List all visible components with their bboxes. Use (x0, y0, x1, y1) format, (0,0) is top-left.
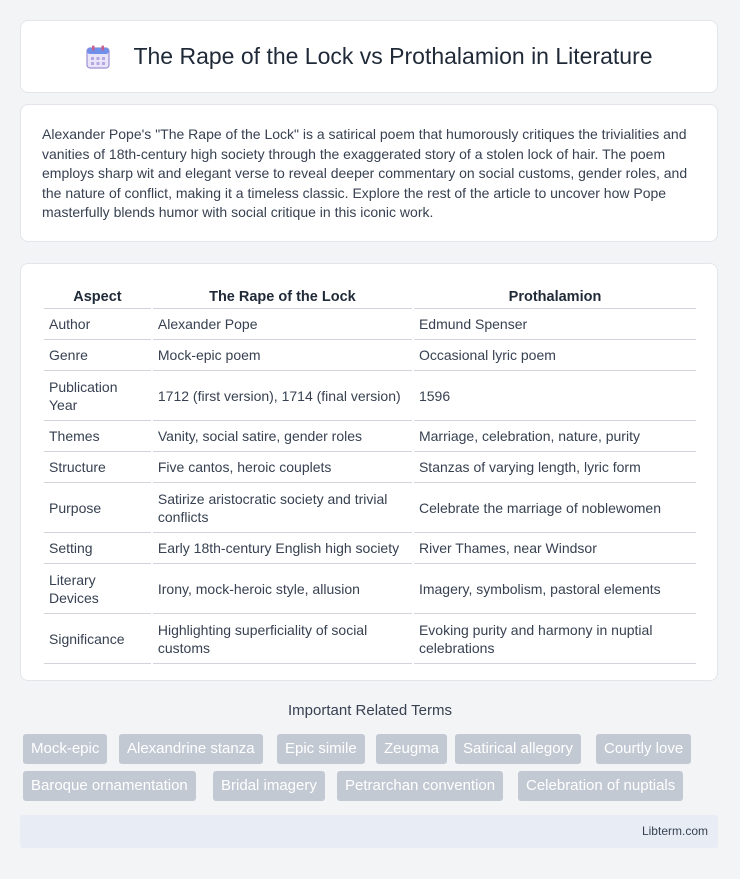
table-cell: Literary Devices (44, 564, 151, 614)
table-cell: Purpose (44, 483, 151, 533)
table-row (44, 483, 696, 533)
table-cell: 1596 (414, 371, 696, 421)
related-term-tag[interactable]: Baroque ornamentation (23, 771, 196, 801)
footer (20, 815, 718, 848)
related-term-tag[interactable]: Satirical allegory (455, 734, 581, 764)
table-cell: Themes (44, 421, 151, 452)
table-cell: Genre (44, 340, 151, 371)
table-cell: Author (44, 309, 151, 340)
table-cell: Vanity, social satire, gender roles (153, 421, 412, 452)
table-row (44, 371, 696, 421)
table-row (44, 340, 696, 371)
table-cell: Significance (44, 614, 151, 664)
intro-text: Alexander Pope's "The Rape of the Lock" is a satirical poem that humorously critiques the trivialities and vanities of 18th-century high society through the exaggerated story of a stolen lock of hair. The poem employs sharp wit and elegant verse to reveal deeper commentary on social customs, gender roles, and the nature of conflict, making it a timeless classic. Explore the rest of the article to uncover how Pope masterfully blends humor with social critique in this iconic work. (42, 126, 688, 221)
table-cell: Stanzas of varying length, lyric form (414, 452, 696, 483)
title-card (20, 20, 718, 93)
table-cell: Marriage, celebration, nature, purity (414, 421, 696, 452)
table-cell: Structure (44, 452, 151, 483)
table-row (44, 452, 696, 483)
column-header: Aspect (44, 286, 151, 309)
table-cell: Occasional lyric poem (414, 340, 696, 371)
table-cell: Highlighting superficiality of social customs (153, 614, 412, 664)
table-cell: Five cantos, heroic couplets (153, 452, 412, 483)
table-cell: Evoking purity and harmony in nuptial celebrations (414, 614, 696, 664)
column-header: Prothalamion (414, 286, 696, 309)
related-term-tag[interactable]: Bridal imagery (213, 771, 325, 801)
comparison-table-card (20, 263, 718, 681)
related-term-tag[interactable]: Alexandrine stanza (119, 734, 263, 764)
table-cell: Imagery, symbolism, pastoral elements (414, 564, 696, 614)
related-term-tag[interactable]: Petrarchan convention (337, 771, 503, 801)
page-title: The Rape of the Lock vs Prothalamion in Literature (133, 43, 653, 69)
table-cell: 1712 (first version), 1714 (final version) (153, 371, 412, 421)
table-cell: Setting (44, 533, 151, 564)
table-cell: Publication Year (44, 371, 151, 421)
comparison-table (42, 286, 698, 664)
related-term-tag[interactable]: Zeugma (376, 734, 447, 764)
table-row (44, 564, 696, 614)
table-cell: Satirize aristocratic society and trivial conflicts (153, 483, 412, 533)
related-term-tag[interactable]: Mock-epic (23, 734, 107, 764)
intro-card (20, 104, 718, 242)
column-header: The Rape of the Lock (153, 286, 412, 309)
table-cell: Mock-epic poem (153, 340, 412, 371)
footer-site-link[interactable]: Libterm.com (641, 824, 708, 838)
table-row (44, 421, 696, 452)
table-cell: Alexander Pope (153, 309, 412, 340)
table-cell: Irony, mock-heroic style, allusion (153, 564, 412, 614)
related-term-tag[interactable]: Celebration of nuptials (518, 771, 683, 801)
table-row (44, 309, 696, 340)
table-cell: Edmund Spenser (414, 309, 696, 340)
table-cell: Early 18th-century English high society (153, 533, 412, 564)
table-cell: River Thames, near Windsor (414, 533, 696, 564)
related-term-tag[interactable]: Epic simile (277, 734, 365, 764)
related-terms-title: Important Related Terms (288, 702, 452, 719)
table-cell: Celebrate the marriage of noblewomen (414, 483, 696, 533)
table-row (44, 533, 696, 564)
related-term-tag[interactable]: Courtly love (596, 734, 691, 764)
table-row (44, 614, 696, 664)
calendar-icon (85, 44, 111, 70)
